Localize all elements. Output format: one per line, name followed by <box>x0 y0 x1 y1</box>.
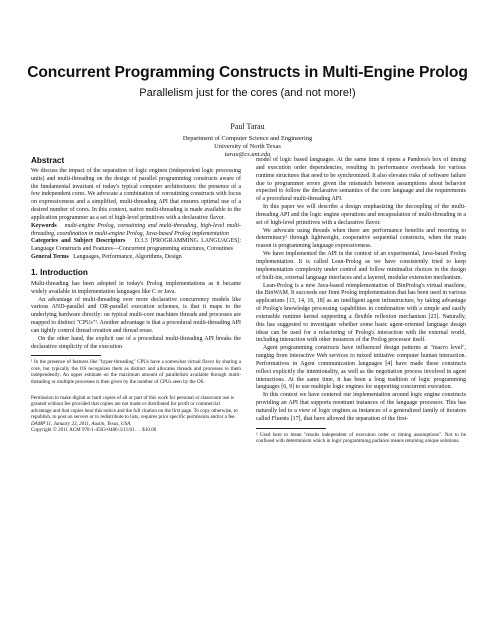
author-email[interactable]: tarau@cs.unt.edu <box>224 151 271 159</box>
footnote-2: ² Used here to mean "results independent of execution order or timing assumptions". Not to be confused with determinism which in logic programming parlance means returning unique solutions. <box>256 431 466 445</box>
footnote-rule <box>31 355 101 356</box>
abstract-heading: Abstract <box>31 156 65 165</box>
general-terms-label: General Terms <box>31 254 69 261</box>
footnote-1: ¹ In the presence of features like "hyper-threading" CPUs have a somewhat virtual flavor by sharing a core, but typically the OS recognizes them as distinct and allocates threads and processes to them independently. An upper estimate on the maximum amount of parallelism available through multi-threading or multiple processes is then given by the number of CPUs seen by the OS. <box>31 359 241 385</box>
right-paragraph-1: model of logic based languages. At the same time it opens a Pandora's box of timing and execution order dependencies, resulting in performance overheads for various runtime structures that need to be synchronized. It also elevates risks of software failure due to programmer errors given the mismatch between assumptions about behavior expected to follow the declarative semantics of the core language and the requirements of a procedural multi-threading API. <box>256 157 466 203</box>
author-affiliation <box>20 135 475 160</box>
categories-label: Categories and Subject Descriptors <box>31 238 126 245</box>
right-paragraph-4: We have implemented the API in the context of an experimental, Java-based Prolog implementation. It is called Lean-Prolog as we have consistently tried to keep implementation complexity under control and follow minimalist choices in the design of built-ins, external language interfaces and a layered, modular extension mechanism. <box>256 251 466 281</box>
intro-paragraph-2: An advantage of multi-threading over more declarative concurrency models like various AND-parallel and OR-parallel execution schemes, is that it maps to the underlying hardware directly: on typical multi-core machines threads and processes are mapped to distinct "CPUs"¹. Another advantage is that a procedural multi-threading API can tightly control thread creation and thread reuse. <box>31 296 241 334</box>
affiliation-university: University of North Texas <box>214 143 281 151</box>
right-column <box>256 157 466 445</box>
categories-text: D.3.3 [PROGRAMMING LANGUAGES]: Language Constructs and Features—Concurrent programming structures, Coroutines <box>31 238 241 253</box>
introduction-heading: 1. Introduction <box>31 267 88 277</box>
permission-text: Permission to make digital or hard copies of all or part of this work for personal or classroom use is granted without fee provided that copies are not made or distributed for profit or commercial advantage and that copies bear this notice and the full citation on the first page. To copy otherwise, to republish, to post on servers or to redistribute to lists, requires prior specific permission and/or a fee. <box>31 395 238 421</box>
left-column <box>31 157 241 433</box>
right-paragraph-5: Lean-Prolog is a new Java-based reimplementation of BinProlog's virtual machine, the BinWAM. It succeeds our Jinni Prolog implementation that has been used in various applications [13, 14, 16, 18] as an intelligent agent infrastructure, by taking advantage of Prolog's knowledge processing capabilities in combination with a simple and easily extensible runtime kernel supporting a flexible reflexion mechanism [23]. Naturally, this has suggested to investigate whether some basic agent-oriented language design ideas can be used for a refactoring of Prolog's interaction with the external world, including interaction with other instances of the Prolog processor itself. <box>256 282 466 344</box>
keywords <box>31 223 241 239</box>
footnote-rule-right <box>256 428 326 429</box>
general-terms-text: Languages, Performance, Algorithms, Design <box>73 254 182 261</box>
affiliation-department: Department of Computer Science and Engineering <box>182 135 313 142</box>
right-paragraph-7: In this context we have centered our implementation around logic engine constructs providing an API that supports reentrant instances of the language processor. This has naturally led to a view of logic engines as instances of a generalized family of iterators called Fluents [17], that have allowed the separation of the first- <box>256 392 466 422</box>
paper-title: Concurrent Programming Constructs in Multi-Engine Prolog <box>27 64 468 81</box>
paper-subtitle: Parallelism just for the cores (and not more!) <box>139 87 356 99</box>
general-terms <box>31 254 241 262</box>
intro-paragraph-1: Multi-threading has been adopted in today's Prolog implementations as it became widely available in implementation languages like C or Java. <box>31 280 241 295</box>
author-name: Paul Tarau <box>230 122 265 131</box>
right-paragraph-6: Agent programming constructs have influenced design patterns at "macro level", ranging from interactive Web services to mixed initiative computer human interaction. Performatives in Agent communication languages [4] have made these constructs reflect explicitly the intentionality, as well as the negotiation process involved in agent interactions. At the same time, it has been a long tradition of logic programming languages [6, 9] to use multiple logic engines for supporting concurrent execution. <box>256 345 466 391</box>
conference-info: DAMP'11, January 23, 2011, Austin, Texas, USA. <box>31 420 132 427</box>
categories <box>31 238 241 254</box>
keywords-text: multi-engine Prolog, coroutining and multi-threading, high-level multi-threading, coordination in multi-engine Prolog, Java-based Prolog implementation <box>31 222 242 237</box>
keywords-label: Keywords <box>31 222 57 229</box>
copyright-line: Copyright © 2011 ACM 978-1-4503-0486-3/11/01. . . $10.00 <box>31 427 157 434</box>
intro-paragraph-3: On the other hand, the explicit use of a procedural multi-threading API breaks the declarative simplicity of the execution <box>31 335 241 350</box>
abstract-text: We discuss the impact of the separation of logic engines (independent logic processing units) and multi-threading on the design of parallel programming constructs aware of the fundamental invariant of today's typical computer architectures: the presence of a few independent cores. We advocate a combination of coroutining constructs with focus on expressiveness and a simplified, multi-threading API that ensures optimal use of a desired number of cores. In this context, native multi-threading is made available to the application programmer as a set of high-level primitives with a declarative flavor. <box>31 167 241 221</box>
right-paragraph-2: In this paper we will describe a design emphasizing the decoupling of the multi-threading API and the logic engine operations and encapsulation of multi-threading in a set of high-level primitives with a declarative flavor. <box>256 204 466 226</box>
permission-notice <box>31 395 241 433</box>
right-paragraph-3: We advocate using threads when there are performance benefits and resorting to determinacy² through lightweight, cooperative sequential constructs, when the main reason is programming language expressiveness. <box>256 227 466 250</box>
